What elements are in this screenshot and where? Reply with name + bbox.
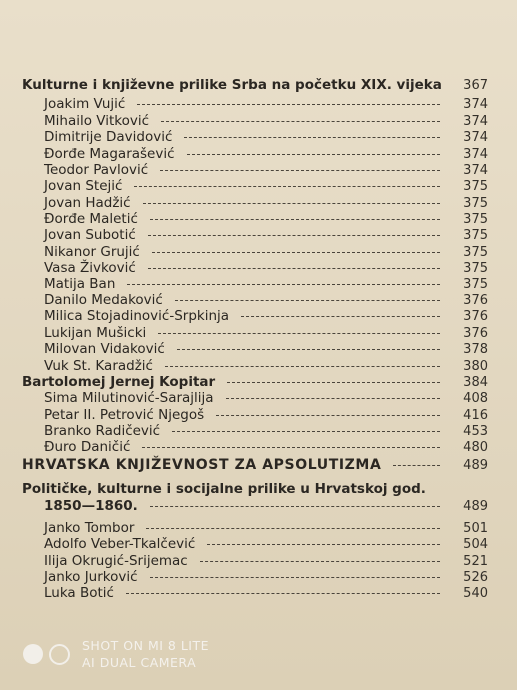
- toc-entry: [0, 585, 517, 602]
- toc-entry-title: Sima Milutinović-Sarajlija: [44, 390, 214, 406]
- toc-entry-page: 384: [463, 375, 488, 390]
- toc-leader: [165, 366, 440, 367]
- toc-entry-page: 408: [463, 391, 488, 406]
- toc-entry: [0, 77, 517, 94]
- toc-leader: [393, 465, 440, 466]
- toc-leader: [143, 203, 440, 204]
- toc-entry-page: 375: [463, 179, 488, 194]
- toc-entry-page: 374: [463, 147, 488, 162]
- toc-entry: [0, 129, 517, 146]
- toc-entry-page: 375: [463, 228, 488, 243]
- toc-entry-title: Adolfo Veber-Tkalčević: [44, 536, 196, 552]
- toc-entry: [0, 227, 517, 244]
- toc-entry: [0, 407, 517, 424]
- toc-leader: [226, 398, 440, 399]
- toc-entry-title: Branko Radičević: [44, 423, 161, 439]
- toc-leader: [137, 104, 440, 105]
- camera-logo-icon: [23, 644, 43, 664]
- camera-watermark: [0, 632, 517, 690]
- toc-leader: [150, 219, 440, 220]
- toc-entry-title: Đorđe Magarašević: [44, 146, 175, 162]
- toc-entry: [0, 439, 517, 456]
- toc-entry-title: Kulturne i književne prilike Srba na početku XIX. vijeka: [22, 77, 442, 93]
- toc-leader: [158, 333, 440, 334]
- toc-entry-title: Jovan Hadžić: [44, 195, 131, 211]
- toc-entry-page: 480: [463, 440, 488, 455]
- toc-entry-page: 504: [463, 537, 488, 552]
- toc-leader: [150, 577, 440, 578]
- toc-entry-title: Janko Tombor: [44, 520, 135, 536]
- toc-entry: [0, 260, 517, 277]
- toc-entry-page: 416: [463, 408, 488, 423]
- toc-entry-page: 453: [463, 424, 488, 439]
- watermark-line-1: SHOT ON MI 8 LITE: [82, 638, 209, 653]
- toc-leader: [150, 506, 440, 507]
- toc-entry-title: Dimitrije Davidović: [44, 129, 173, 145]
- toc-entry-page: 378: [463, 342, 488, 357]
- toc-entry-title: Đorđe Maletić: [44, 211, 138, 227]
- toc-entry-page: 489: [463, 499, 488, 514]
- toc-leader: [172, 431, 440, 432]
- toc-leader: [148, 268, 440, 269]
- toc-leader: [184, 137, 440, 138]
- toc-leader: [241, 316, 440, 317]
- toc-entry: [0, 498, 517, 515]
- toc-entry: [0, 195, 517, 212]
- toc-leader: [227, 382, 440, 383]
- toc-entry-title: Političke, kulturne i socijalne prilike u Hrvatskoj god.: [22, 481, 426, 497]
- toc-leader: [216, 415, 440, 416]
- toc-entry-title: Matija Ban: [44, 276, 116, 292]
- toc-entry: [0, 325, 517, 342]
- toc-leader: [177, 349, 440, 350]
- toc-entry: [0, 211, 517, 228]
- toc-entry: [0, 178, 517, 195]
- toc-entry-title: Jovan Subotić: [44, 227, 136, 243]
- toc-leader: [161, 121, 440, 122]
- toc-entry: [0, 162, 517, 179]
- toc-entry-page: 376: [463, 326, 488, 341]
- toc-entry-title: Lukijan Mušicki: [44, 325, 147, 341]
- toc-entry-title: Danilo Medaković: [44, 292, 163, 308]
- toc-leader: [200, 561, 440, 562]
- watermark-line-2: AI DUAL CAMERA: [82, 655, 197, 670]
- toc-entry-title: Mihailo Vitković: [44, 113, 150, 129]
- toc-entry-page: 526: [463, 570, 488, 585]
- toc-entry-title: 1850—1860.: [44, 498, 138, 514]
- toc-entry-page: 375: [463, 245, 488, 260]
- toc-entry-page: 367: [463, 78, 488, 93]
- toc-leader: [207, 544, 440, 545]
- toc-entry-page: 374: [463, 114, 488, 129]
- toc-entry-title: Vuk St. Karadžić: [44, 358, 153, 374]
- toc-entry-page: 375: [463, 212, 488, 227]
- toc-entry-title: Bartolomej Jernej Kopitar: [22, 374, 216, 390]
- toc-entry: [0, 553, 517, 570]
- toc-entry: [0, 569, 517, 586]
- toc-entry-title: Milica Stojadinović-Srpkinja: [44, 308, 230, 324]
- toc-entry-page: 376: [463, 293, 488, 308]
- toc-leader: [152, 252, 440, 253]
- toc-entry-page: 374: [463, 163, 488, 178]
- toc-leader: [175, 300, 440, 301]
- toc-entry: [0, 341, 517, 358]
- toc-entry-title: Vasa Živković: [44, 260, 136, 276]
- toc-entry-page: 374: [463, 97, 488, 112]
- toc-entry-page: 375: [463, 196, 488, 211]
- toc-entry-page: 489: [463, 458, 488, 473]
- toc-entry: [0, 374, 517, 391]
- toc-entry: [0, 113, 517, 130]
- toc-entry-page: 540: [463, 586, 488, 601]
- toc-entry-page: 374: [463, 130, 488, 145]
- toc-leader: [127, 284, 440, 285]
- toc-entry-title: Janko Jurković: [44, 569, 138, 585]
- toc-entry: [0, 96, 517, 113]
- toc-leader: [146, 528, 440, 529]
- toc-entry: [0, 244, 517, 261]
- toc-leader: [187, 154, 440, 155]
- toc-entry: [0, 276, 517, 293]
- toc-entry-page: 375: [463, 277, 488, 292]
- toc-entry-title: Đuro Daničić: [44, 439, 131, 455]
- toc-entry-title: Petar II. Petrović Njegoš: [44, 407, 205, 423]
- toc-entry-title: Luka Botić: [44, 585, 114, 601]
- toc-entry-page: 375: [463, 261, 488, 276]
- toc-entry-title: Nikanor Grujić: [44, 244, 140, 260]
- toc-entry: [0, 292, 517, 309]
- toc-entry-title: Ilija Okrugić-Srijemac: [44, 553, 188, 569]
- toc-entry: [0, 390, 517, 407]
- toc-entry: [0, 536, 517, 553]
- camera-ring-icon: [49, 644, 70, 665]
- toc-entry-title: Milovan Vidaković: [44, 341, 165, 357]
- toc-leader: [134, 186, 440, 187]
- toc-leader: [148, 235, 440, 236]
- toc-entry-title: Teodor Pavlović: [44, 162, 149, 178]
- toc-entry: [0, 308, 517, 325]
- toc-entry: [0, 423, 517, 440]
- toc-entry: [0, 146, 517, 163]
- toc-entry-title: HRVATSKA KNJIŽEVNOST ZA APSOLUTIZMA: [22, 457, 382, 473]
- toc-entry: [0, 457, 517, 474]
- toc-entry: [0, 481, 517, 498]
- toc-leader: [160, 170, 440, 171]
- toc-entry-page: 380: [463, 359, 488, 374]
- toc-entry: [0, 520, 517, 537]
- toc-entry-page: 521: [463, 554, 488, 569]
- toc-entry-page: 376: [463, 309, 488, 324]
- toc-entry: [0, 358, 517, 375]
- toc-entry-page: 501: [463, 521, 488, 536]
- toc-leader: [126, 593, 440, 594]
- toc-entry-title: Jovan Stejić: [44, 178, 123, 194]
- toc-entry-title: Joakim Vujić: [44, 96, 126, 112]
- toc-leader: [142, 447, 440, 448]
